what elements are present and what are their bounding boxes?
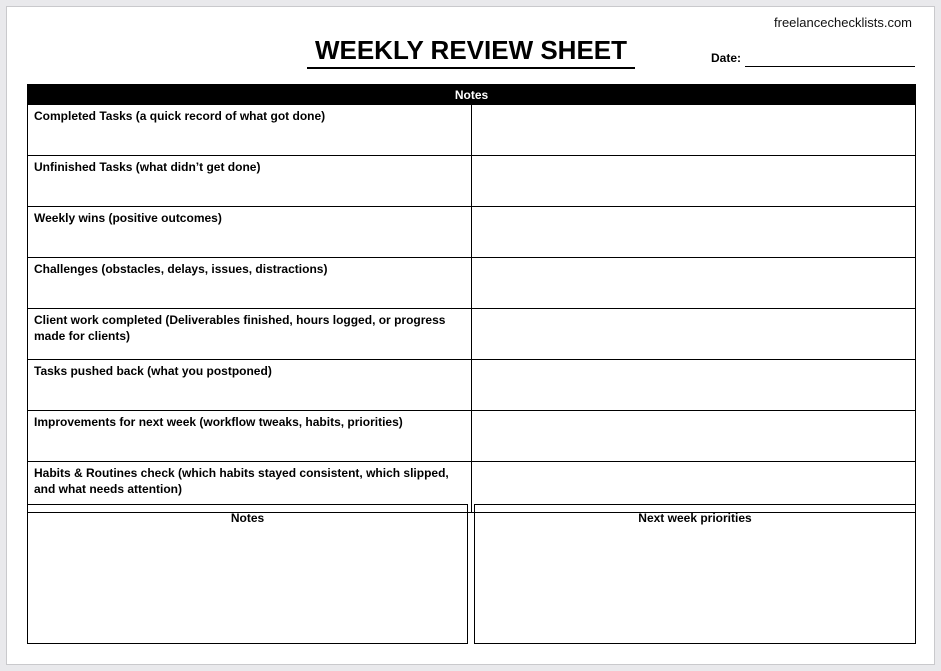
- notes-cell[interactable]: [472, 258, 916, 309]
- priorities-box-title: Next week priorities: [638, 511, 752, 525]
- worksheet-page: [6, 6, 935, 665]
- table-row: [28, 360, 916, 411]
- table-row: [28, 105, 916, 156]
- row-label: Improvements for next week (workflow tweaks, habits, priorities): [28, 411, 472, 462]
- date-field[interactable]: [711, 51, 915, 69]
- table-row: [28, 156, 916, 207]
- notes-cell[interactable]: [472, 411, 916, 462]
- site-url: freelancechecklists.com: [774, 15, 912, 30]
- table-header-row: [28, 85, 916, 105]
- notes-box[interactable]: [27, 504, 468, 644]
- table-row: [28, 411, 916, 462]
- row-label: Completed Tasks (a quick record of what got done): [28, 105, 472, 156]
- row-label: Client work completed (Deliverables finished, hours logged, or progress made for clients): [28, 309, 472, 360]
- notes-box-title: Notes: [230, 511, 265, 525]
- row-label: Unfinished Tasks (what didn’t get done): [28, 156, 472, 207]
- row-label: Challenges (obstacles, delays, issues, distractions): [28, 258, 472, 309]
- notes-cell[interactable]: [472, 309, 916, 360]
- table-row: [28, 207, 916, 258]
- row-label: Tasks pushed back (what you postponed): [28, 360, 472, 411]
- table-row: [28, 309, 916, 360]
- table-row: [28, 258, 916, 309]
- row-label: Weekly wins (positive outcomes): [28, 207, 472, 258]
- page-title: WEEKLY REVIEW SHEET: [307, 35, 635, 69]
- review-table: [27, 84, 916, 513]
- notes-cell[interactable]: [472, 105, 916, 156]
- next-week-priorities-box[interactable]: [474, 504, 916, 644]
- date-label: Date:: [711, 51, 742, 65]
- notes-column-header: Notes: [28, 85, 916, 105]
- notes-cell[interactable]: [472, 207, 916, 258]
- date-line: [745, 66, 915, 67]
- row-label: Habits & Routines check (which habits stayed consistent, which slipped, and what needs attention): [28, 462, 472, 513]
- notes-cell[interactable]: [472, 360, 916, 411]
- notes-cell[interactable]: [472, 156, 916, 207]
